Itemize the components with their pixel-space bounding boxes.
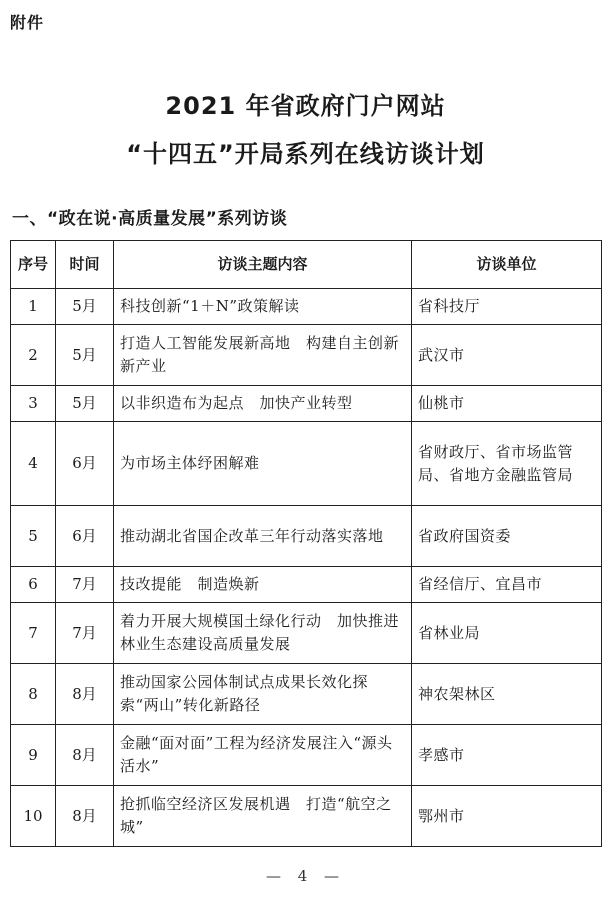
cell-time: 7月: [56, 603, 114, 664]
cell-time: 5月: [56, 289, 114, 325]
cell-time: 8月: [56, 786, 114, 847]
cell-unit: 武汉市: [412, 325, 602, 386]
cell-unit: 省财政厅、省市场监管局、省地方金融监管局: [412, 422, 602, 506]
table-row: [11, 786, 602, 847]
cell-unit: 省经信厅、宜昌市: [412, 567, 602, 603]
cell-unit: 省科技厅: [412, 289, 602, 325]
cell-time: 6月: [56, 422, 114, 506]
cell-unit: 孝感市: [412, 725, 602, 786]
cell-topic: 着力开展大规模国土绿化行动 加快推进林业生态建设高质量发展: [114, 603, 412, 664]
cell-unit: 神农架林区: [412, 664, 602, 725]
table-row: [11, 506, 602, 567]
cell-time: 8月: [56, 664, 114, 725]
cell-time: 8月: [56, 725, 114, 786]
cell-time: 7月: [56, 567, 114, 603]
table-row: [11, 422, 602, 506]
header-no: 序号: [11, 241, 56, 289]
cell-topic: 技改提能 制造焕新: [114, 567, 412, 603]
cell-topic: 抢抓临空经济区发展机遇 打造“航空之城”: [114, 786, 412, 847]
cell-no: 1: [11, 289, 56, 325]
table-row: [11, 386, 602, 422]
header-time: 时间: [56, 241, 114, 289]
cell-topic: 以非织造布为起点 加快产业转型: [114, 386, 412, 422]
page-number: — 4 —: [265, 867, 346, 885]
cell-time: 6月: [56, 506, 114, 567]
table-row: [11, 325, 602, 386]
cell-time: 5月: [56, 386, 114, 422]
cell-topic: 金融“面对面”工程为经济发展注入“源头活水”: [114, 725, 412, 786]
table-row: [11, 725, 602, 786]
section-heading: 一、“政在说·高质量发展”系列访谈: [12, 209, 288, 229]
document-title-line-1: 2021 年省政府门户网站: [165, 92, 446, 120]
cell-no: 4: [11, 422, 56, 506]
document-title-line-2: “十四五”开局系列在线访谈计划: [126, 140, 485, 168]
cell-unit: 鄂州市: [412, 786, 602, 847]
cell-unit: 省政府国资委: [412, 506, 602, 567]
cell-no: 9: [11, 725, 56, 786]
table-row: [11, 289, 602, 325]
cell-topic: 推动国家公园体制试点成果长效化探索“两山”转化新路径: [114, 664, 412, 725]
header-unit: 访谈单位: [412, 241, 602, 289]
cell-topic: 为市场主体纾困解难: [114, 422, 412, 506]
interview-plan-table: [10, 240, 602, 847]
table-row: [11, 603, 602, 664]
table-row: [11, 567, 602, 603]
cell-topic: 打造人工智能发展新高地 构建自主创新新产业: [114, 325, 412, 386]
cell-no: 5: [11, 506, 56, 567]
cell-time: 5月: [56, 325, 114, 386]
cell-no: 6: [11, 567, 56, 603]
cell-unit: 仙桃市: [412, 386, 602, 422]
attachment-label: 附件: [10, 13, 45, 32]
cell-no: 7: [11, 603, 56, 664]
table-header-row: [11, 241, 602, 289]
cell-no: 10: [11, 786, 56, 847]
header-topic: 访谈主题内容: [114, 241, 412, 289]
cell-topic: 推动湖北省国企改革三年行动落实落地: [114, 506, 412, 567]
cell-no: 2: [11, 325, 56, 386]
cell-no: 3: [11, 386, 56, 422]
cell-unit: 省林业局: [412, 603, 602, 664]
cell-no: 8: [11, 664, 56, 725]
cell-topic: 科技创新“1＋N”政策解读: [114, 289, 412, 325]
table-row: [11, 664, 602, 725]
